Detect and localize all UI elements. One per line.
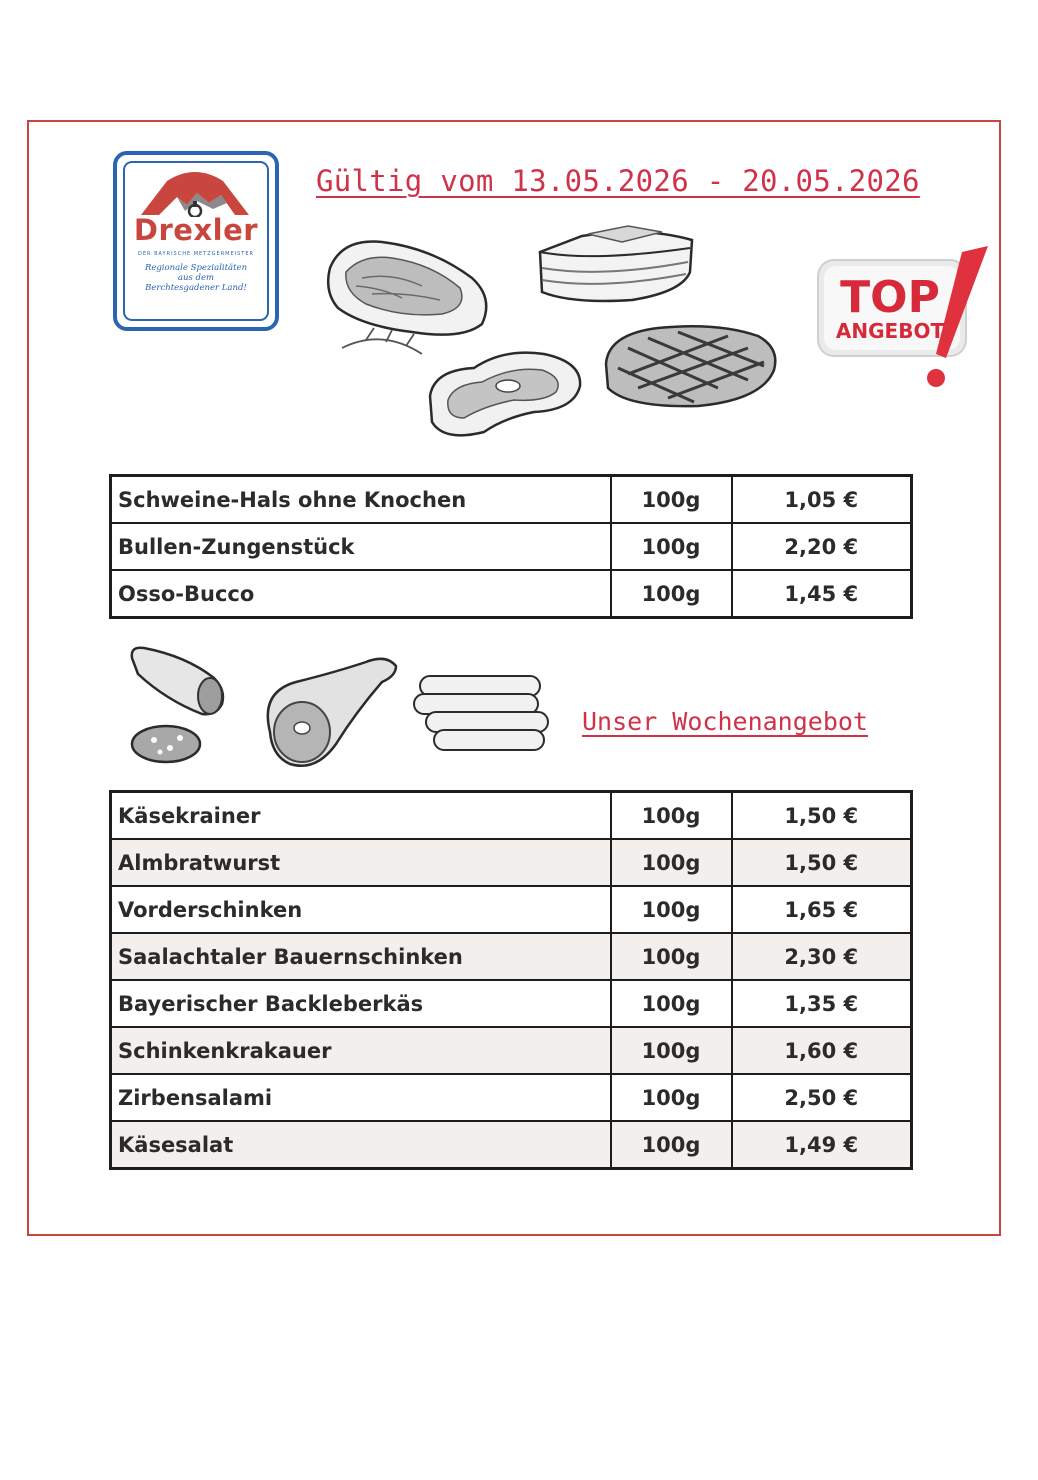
product-price: 1,65 € [732,886,912,933]
steak-slice-icon [424,346,589,442]
table-row [111,886,912,933]
table-row [111,933,912,980]
product-price: 1,05 € [732,476,912,524]
logo-tagline-line: Berchtesgadener Land! [145,283,247,293]
product-price: 2,50 € [732,1074,912,1121]
product-name: Käsekrainer [111,792,611,840]
product-unit: 100g [611,933,732,980]
product-price: 1,35 € [732,980,912,1027]
product-name: Schinkenkrakauer [111,1027,611,1074]
product-price: 2,20 € [732,523,912,570]
product-unit: 100g [611,1074,732,1121]
product-name: Schweine-Hals ohne Knochen [111,476,611,524]
product-unit: 100g [611,792,732,840]
table-row [111,1074,912,1121]
logo-brand: Drexler [133,213,259,247]
table-row [111,523,912,570]
top-angebot-badge [812,246,992,392]
validity-date: Gültig vom 13.05.2026 - 20.05.2026 [316,164,920,198]
product-name: Bullen-Zungenstück [111,523,611,570]
logo-subtitle: DER BAYRISCHE METZGERMEISTER [138,251,254,257]
product-name: Vorderschinken [111,886,611,933]
logo-tagline-line: Regionale Spezialitäten [144,263,248,273]
drexler-logo [113,151,279,331]
product-name: Osso-Bucco [111,570,611,618]
weekly-offers-table [109,790,913,1170]
product-unit: 100g [611,839,732,886]
table-row [111,792,912,840]
product-price: 2,30 € [732,933,912,980]
badge-line2: ANGEBOT [835,319,945,343]
product-unit: 100g [611,570,732,618]
product-price: 1,49 € [732,1121,912,1169]
mountain-icon [137,167,253,217]
product-unit: 100g [611,476,732,524]
grilled-steak-icon [598,318,782,414]
table-row [111,570,912,618]
product-price: 1,45 € [732,570,912,618]
product-name: Saalachtaler Bauernschinken [111,933,611,980]
table-row [111,980,912,1027]
product-unit: 100g [611,523,732,570]
bacon-block-icon [532,222,702,312]
badge-line1: TOP [840,272,940,323]
product-name: Bayerischer Backleberkäs [111,980,611,1027]
logo-tagline [127,263,265,293]
top-offers-table [109,474,913,619]
product-name: Zirbensalami [111,1074,611,1121]
product-price: 1,50 € [732,792,912,840]
product-name: Almbratwurst [111,839,611,886]
product-unit: 100g [611,886,732,933]
product-unit: 100g [611,1121,732,1169]
table-row [111,1121,912,1169]
table-row [111,1027,912,1074]
salami-icon [126,644,230,766]
product-price: 1,60 € [732,1027,912,1074]
ham-leg-icon [256,652,402,774]
table-row [111,839,912,886]
logo-tagline-line: aus dem [177,273,215,283]
table-row [111,476,912,524]
product-name: Käsesalat [111,1121,611,1169]
product-unit: 100g [611,980,732,1027]
weekly-offer-title: Unser Wochenangebot [582,707,868,736]
product-unit: 100g [611,1027,732,1074]
product-price: 1,50 € [732,839,912,886]
sausages-icon [410,660,554,756]
